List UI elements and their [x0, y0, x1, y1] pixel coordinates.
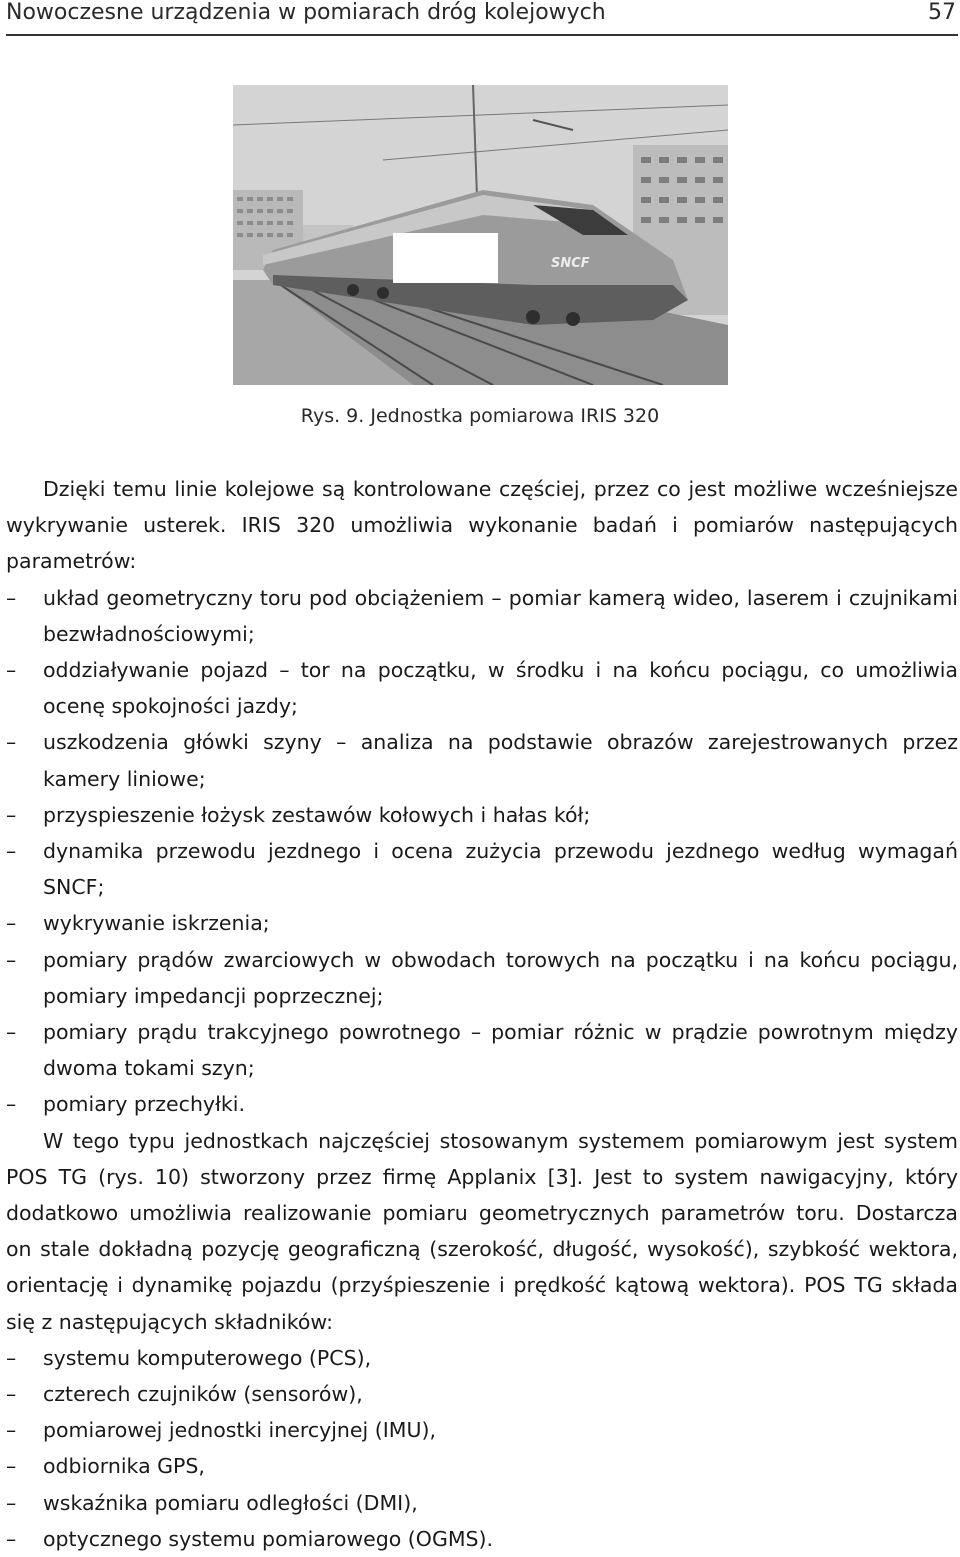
list-item-text: pomiary prądów zwarciowych w obwodach torowych na początku i na końcu pociągu, pomiary impedancji poprzecznej;: [43, 947, 958, 1008]
list-dash: –: [6, 1526, 17, 1551]
list-dash: –: [6, 947, 17, 972]
figure-caption: Rys. 9. Jednostka pomiarowa IRIS 320: [300, 405, 660, 427]
list-item: [6, 833, 958, 905]
list-dash: –: [6, 802, 17, 827]
running-head-title: Nowoczesne urządzenia w pomiarach dróg kolejowych: [6, 0, 606, 25]
list-item-text: systemu komputerowego (PCS),: [43, 1345, 372, 1370]
list-dash: –: [6, 658, 17, 683]
list-dash: –: [6, 1454, 17, 1479]
list-item-text: przyspieszenie łożysk zestawów kołowych i hałas kół;: [43, 802, 591, 827]
list-item: [6, 1448, 958, 1484]
list-item: [6, 942, 958, 1014]
paragraph-intro: Dzięki temu linie kolejowe są kontrolowane częściej, przez co jest możliwe wcześniejsze wykrywanie usterek. IRIS 320 umożliwia wykonanie badań i pomiarów następujących parametrów:: [6, 477, 958, 574]
list-item: [6, 1014, 958, 1086]
iris-parameter-list: [6, 580, 958, 1123]
list-item-text: optycznego systemu pomiarowego (OGMS).: [43, 1526, 494, 1551]
list-item-text: wykrywanie iskrzenia;: [43, 911, 270, 936]
list-item-text: wskaźnika pomiaru odległości (DMI),: [43, 1490, 418, 1515]
list-item: [6, 1412, 958, 1448]
list-item-text: dynamika przewodu jezdnego i ocena zużycia przewodu jezdnego według wymagań SNCF;: [43, 839, 958, 900]
running-head: [6, 0, 958, 36]
list-item-text: układ geometryczny toru pod obciążeniem – pomiar kamerą wideo, laserem i czujnikami bezwładnościowymi;: [43, 585, 958, 646]
list-item: [6, 1376, 958, 1412]
list-item-text: pomiary prądu trakcyjnego powrotnego – pomiar różnic w prądzie powrotnym między dwoma tokami szyn;: [43, 1020, 958, 1081]
list-item: [6, 905, 958, 941]
list-item-text: czterech czujników (sensorów),: [43, 1382, 363, 1407]
list-item-text: pomiarowej jednostki inercyjnej (IMU),: [43, 1418, 436, 1443]
list-item-text: odbiornika GPS,: [43, 1454, 205, 1479]
list-dash: –: [6, 1490, 17, 1515]
list-dash: –: [6, 1418, 17, 1443]
list-item: [6, 797, 958, 833]
list-dash: –: [6, 585, 17, 610]
list-dash: –: [6, 1092, 17, 1117]
list-dash: –: [6, 1020, 17, 1045]
page-number: 57: [928, 0, 956, 25]
list-item: [6, 724, 958, 796]
list-item-text: pomiary przechyłki.: [43, 1092, 245, 1117]
list-item: [6, 580, 958, 652]
pos-tg-component-list: [6, 1340, 958, 1557]
list-item-text: uszkodzenia główki szyny – analiza na podstawie obrazów zarejestrowanych przez kamery liniowe;: [43, 730, 958, 791]
list-item: [6, 1086, 958, 1122]
sncf-logo: SNCF: [551, 256, 590, 271]
list-dash: –: [6, 839, 17, 864]
list-dash: –: [6, 730, 17, 755]
list-item: [6, 1485, 958, 1521]
list-dash: –: [6, 911, 17, 936]
list-item-text: oddziaływanie pojazd – tor na początku, w środku i na końcu pociągu, co umożliwia ocenę spokojności jazdy;: [43, 658, 958, 719]
body-text: [6, 471, 958, 1557]
list-item: [6, 652, 958, 724]
list-dash: –: [6, 1345, 17, 1370]
paragraph-pos-tg: W tego typu jednostkach najczęściej stosowanym systemem pomiarowym jest system POS TG (rys. 10) stworzony przez firmę Applanix [3]. Jest to system nawigacyjny, który dodatkowo umożliwia realizowanie pomiaru geometrycznych parametrów toru. Dostarcza on stale dokładną pozycję geograficzną (szerokość, długość, wysokość), szybkość wektora, orientację i dynamikę pojazdu (przyśpieszenie i prędkość kątową wektora). POS TG składa się z następujących składników:: [6, 1128, 958, 1334]
list-item: [6, 1521, 958, 1557]
list-item: [6, 1340, 958, 1376]
train-photo: [233, 85, 728, 385]
list-dash: –: [6, 1382, 17, 1407]
